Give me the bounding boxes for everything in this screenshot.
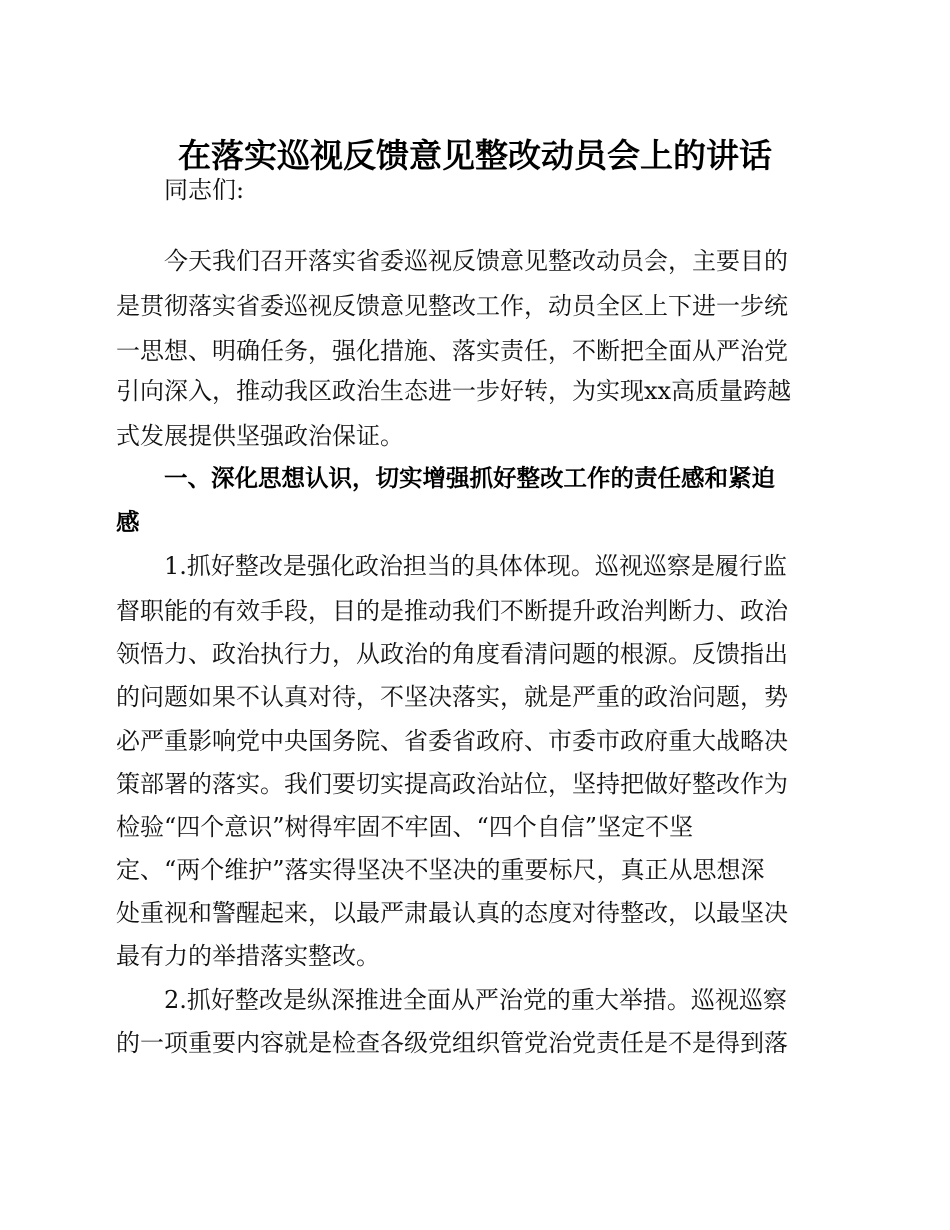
paragraph-line: 1.抓好整改是强化政治担当的具体体现。巡视巡察是履行监 — [164, 552, 787, 580]
paragraph-line: 引向深入，推动我区政治生态进一步好转，为实现xx高质量跨越 — [116, 377, 792, 405]
paragraph-line: 督职能的有效手段，目的是推动我们不断提升政治判断力、政治 — [116, 597, 788, 625]
paragraph-line: 的问题如果不认真对待，不坚决落实，就是严重的政治问题，势 — [116, 683, 788, 711]
document-title: 在落实巡视反馈意见整改动员会上的讲话 — [178, 136, 772, 175]
paragraph-line: 一思想、明确任务，强化措施、落实责任，不断把全面从严治党 — [116, 337, 788, 365]
paragraph-line: 式发展提供坚强政治保证。 — [116, 422, 404, 450]
greeting: 同志们: — [164, 176, 245, 204]
paragraph-line: 的一项重要内容就是检查各级党组织管党治党责任是不是得到落 — [116, 1029, 788, 1057]
paragraph-line: 是贯彻落实省委巡视反馈意见整改工作，动员全区上下进一步统 — [116, 292, 788, 320]
paragraph-line: 定、“两个维护”落实得坚决不坚决的重要标尺，真正从思想深 — [116, 856, 765, 884]
paragraph-line: 检验“四个意识”树得牢固不牢固、“四个自信”坚定不坚 — [116, 813, 694, 841]
paragraph-line: 今天我们召开落实省委巡视反馈意见整改动员会，主要目的 — [164, 247, 788, 275]
paragraph-line: 策部署的落实。我们要切实提高政治站位，坚持把做好整改作为 — [116, 770, 788, 798]
paragraph-line: 必严重影响党中央国务院、省委省政府、市委市政府重大战略决 — [116, 727, 788, 755]
paragraph-line: 2.抓好整改是纵深推进全面从严治党的重大举措。巡视巡察 — [164, 986, 787, 1014]
paragraph-line: 处重视和警醒起来，以最严肃最认真的态度对待整改，以最坚决 — [116, 899, 788, 927]
section-heading: 一、深化思想认识，切实增强抓好整改工作的责任感和紧迫 — [164, 464, 775, 492]
paragraph-line: 最有力的举措落实整改。 — [116, 942, 380, 970]
section-heading: 感 — [116, 508, 140, 536]
paragraph-line: 领悟力、政治执行力，从政治的角度看清问题的根源。反馈指出 — [116, 640, 788, 668]
